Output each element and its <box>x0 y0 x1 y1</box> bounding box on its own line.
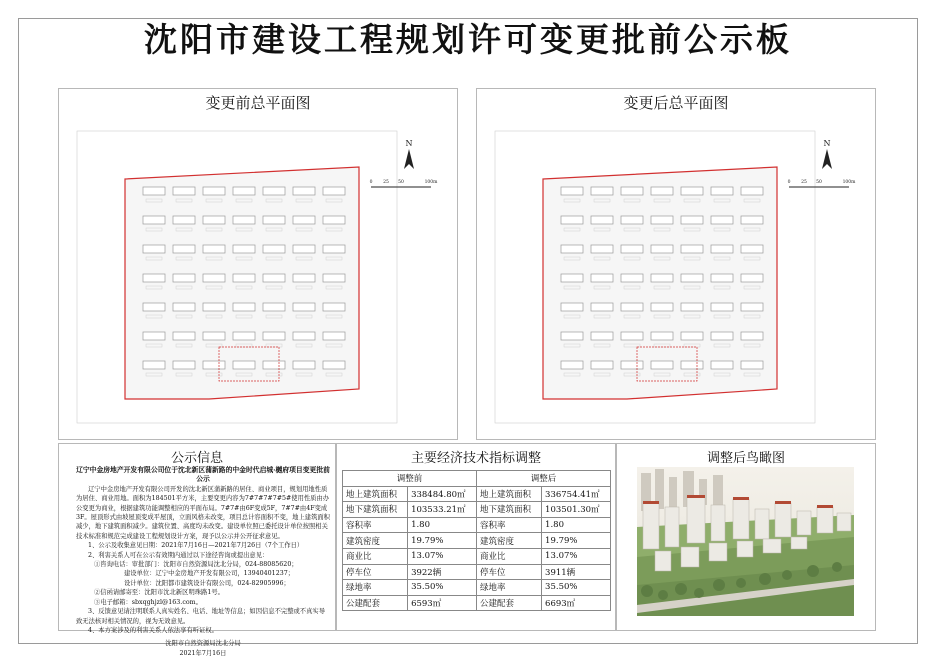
building <box>323 245 345 253</box>
building <box>203 303 225 311</box>
building <box>173 274 195 282</box>
building <box>323 332 345 340</box>
building <box>591 216 613 224</box>
building <box>591 274 613 282</box>
building <box>651 274 673 282</box>
building <box>651 361 673 369</box>
notice-contact-phone: ①咨询电话：审批部门：沈阳市自然资源局沈北分局，024-88085620； <box>94 561 298 569</box>
indicators-table <box>342 470 611 611</box>
building <box>591 332 613 340</box>
building <box>203 187 225 195</box>
building <box>233 245 255 253</box>
after-name-cell: 地下建筑面积 <box>476 502 541 518</box>
building <box>711 361 733 369</box>
north-arrow-icon <box>822 149 832 169</box>
after-value-cell: 13.07% <box>542 548 611 564</box>
notice-item-2: 2、利害关系人可在公示有效期内通过以下途径咨询或提出意见： <box>88 551 269 559</box>
building <box>173 332 195 340</box>
building <box>323 303 345 311</box>
table-row <box>343 486 611 502</box>
building <box>143 361 165 369</box>
building <box>621 361 643 369</box>
after-name-cell: 绿地率 <box>476 580 541 596</box>
notice-contact-builder: 建设单位：辽宁中金房地产开发有限公司，13940401237； <box>124 570 295 578</box>
building <box>621 187 643 195</box>
before-value-cell: 338484.80㎡ <box>408 486 477 502</box>
building <box>711 245 733 253</box>
building <box>293 274 315 282</box>
building <box>233 274 255 282</box>
scale-label: 50 <box>816 180 822 185</box>
after-name-cell: 地上建筑面积 <box>476 486 541 502</box>
building <box>263 187 285 195</box>
building <box>173 303 195 311</box>
building <box>741 361 763 369</box>
after-name-cell: 容积率 <box>476 517 541 533</box>
after-name-cell: 公建配套 <box>476 595 541 611</box>
before-value-cell: 19.79% <box>408 533 477 549</box>
before-name-cell: 建筑密度 <box>343 533 408 549</box>
north-label: N <box>823 139 831 148</box>
building <box>681 332 703 340</box>
building <box>233 332 255 340</box>
building <box>741 303 763 311</box>
table-row <box>343 502 611 518</box>
building <box>591 361 613 369</box>
building <box>323 216 345 224</box>
before-name-cell: 地上建筑面积 <box>343 486 408 502</box>
building <box>203 361 225 369</box>
building <box>561 216 583 224</box>
building <box>681 245 703 253</box>
building <box>323 274 345 282</box>
building <box>711 332 733 340</box>
building <box>293 187 315 195</box>
building <box>621 245 643 253</box>
notice-title: 公示信息 <box>170 451 223 466</box>
building <box>203 216 225 224</box>
notice-footer-date: 2021年7月16日 <box>179 649 227 657</box>
notice-item-3: 3、反馈意见请注明联系人真实姓名、电话、地址等信息；如因信息不完整或不真实导致无法核对相关情况的，视为无效意见。 <box>76 608 325 625</box>
building <box>651 187 673 195</box>
before-value-cell: 35.50% <box>408 580 477 596</box>
before-value-cell: 103533.21㎡ <box>408 502 477 518</box>
scale-label: 0 <box>369 180 373 185</box>
building <box>561 245 583 253</box>
notice-contact-designer: 设计单位：沈阳都市建筑设计有限公司，024-82905996； <box>124 579 290 587</box>
building <box>263 245 285 253</box>
building <box>681 274 703 282</box>
scale-label: 25 <box>383 180 389 185</box>
building <box>233 216 255 224</box>
aerial-title: 调整后鸟瞰图 <box>706 451 785 466</box>
before-name-cell: 停车位 <box>343 564 408 580</box>
building <box>293 216 315 224</box>
building <box>143 216 165 224</box>
board-title: 沈阳市建设工程规划许可变更批前公示板 <box>144 20 792 59</box>
before-name-cell: 公建配套 <box>343 595 408 611</box>
building <box>263 216 285 224</box>
before-name-cell: 地下建筑面积 <box>343 502 408 518</box>
building <box>711 303 733 311</box>
before-name-cell: 容积率 <box>343 517 408 533</box>
before-column-header: 调整前 <box>343 471 477 487</box>
building <box>621 303 643 311</box>
notice-item-4: 4、本方案涉及的利害关系人依法享有听证权。 <box>88 626 218 634</box>
building <box>293 245 315 253</box>
before-name-cell: 商业比 <box>343 548 408 564</box>
before-value-cell: 13.07% <box>408 548 477 564</box>
building <box>561 274 583 282</box>
notice-heading: 辽宁中金房地产开发有限公司位于沈北新区蒲新路的中金时代启城·樾府项目变更批前公示 <box>76 466 330 484</box>
after-value-cell: 1.80 <box>542 517 611 533</box>
building <box>741 245 763 253</box>
before-value-cell: 3922辆 <box>408 564 477 580</box>
notice-contact-mail: ②信函请邮寄至：沈阳市沈北新区明珠路1号。 <box>94 589 224 597</box>
building <box>293 303 315 311</box>
building <box>561 187 583 195</box>
after-name-cell: 停车位 <box>476 564 541 580</box>
building <box>143 245 165 253</box>
before-value-cell: 6593㎡ <box>408 595 477 611</box>
north-label: N <box>405 139 413 148</box>
building <box>591 245 613 253</box>
after-column-header: 调整后 <box>476 471 610 487</box>
building <box>233 187 255 195</box>
building <box>741 274 763 282</box>
before-name-cell: 绿地率 <box>343 580 408 596</box>
after-value-cell: 336754.41㎡ <box>542 486 611 502</box>
notice-paragraph: 辽宁中金房地产开发有限公司开发的沈北新区蒲新路的居住、商业项目，规划用地性质为居住、商业用地。面积为184501平方米，主要变更内容为7#7#7#7#5#使用性质由办公变更为商业，根据建筑功能调整相应的平面布局。7#7#由6F变成5F，7#7#由4F变成3F。屋顶形式由坡屋顶变成平屋顶，立面风格未改变，项目总计容面积不变，地上建筑面积减少，地下建筑面积减少。建筑位置、高度均未改变。建设单位照已委托设计单位按照相关技术标准和规范完成建设工程规划设计方案，现予以公示并公开征求意见。 <box>76 485 330 540</box>
scale-label: 25 <box>801 180 807 185</box>
building <box>293 332 315 340</box>
building <box>143 303 165 311</box>
building <box>651 216 673 224</box>
building <box>173 187 195 195</box>
building <box>681 187 703 195</box>
notice-body <box>76 466 330 658</box>
building <box>323 187 345 195</box>
after-value-cell: 103501.30㎡ <box>542 502 611 518</box>
after-value-cell: 19.79% <box>542 533 611 549</box>
building <box>203 332 225 340</box>
building <box>561 332 583 340</box>
table-row <box>343 533 611 549</box>
building <box>263 332 285 340</box>
table-row <box>343 548 611 564</box>
building <box>621 274 643 282</box>
table-row <box>343 580 611 596</box>
table-row <box>343 595 611 611</box>
building <box>173 245 195 253</box>
building <box>561 361 583 369</box>
scale-label: 50 <box>398 180 404 185</box>
plan-after-title: 变更后总平面图 <box>623 94 729 112</box>
after-value-cell: 6693㎡ <box>542 595 611 611</box>
table-row <box>343 517 611 533</box>
building <box>143 274 165 282</box>
building <box>263 274 285 282</box>
building <box>711 216 733 224</box>
notice-footer-org: 沈阳市自然资源局沈北分局 <box>165 640 241 648</box>
after-value-cell: 35.50% <box>542 580 611 596</box>
after-name-cell: 商业比 <box>476 548 541 564</box>
building <box>741 216 763 224</box>
building <box>323 361 345 369</box>
notice-contact-email: ③电子邮箱：sbxqghjzl@163.com。 <box>94 598 202 606</box>
building <box>711 187 733 195</box>
building <box>263 303 285 311</box>
after-value-cell: 3911辆 <box>542 564 611 580</box>
building <box>233 361 255 369</box>
building <box>591 187 613 195</box>
building <box>651 303 673 311</box>
building <box>711 274 733 282</box>
building <box>561 303 583 311</box>
plan-after-drawing <box>477 117 877 437</box>
building <box>143 187 165 195</box>
table-row <box>343 564 611 580</box>
aerial-rendering <box>637 467 854 616</box>
building <box>203 274 225 282</box>
table-header-row <box>343 471 611 487</box>
building <box>233 303 255 311</box>
notice-item-1: 1、公示及收集意见日期：2021年7月16日—2021年7月26日（7个工作日） <box>88 542 304 550</box>
building <box>651 245 673 253</box>
building <box>621 216 643 224</box>
scale-label: 0 <box>787 180 791 185</box>
plan-before-drawing <box>59 117 459 437</box>
building <box>741 187 763 195</box>
building <box>591 303 613 311</box>
building <box>173 361 195 369</box>
building <box>741 332 763 340</box>
building <box>681 216 703 224</box>
building <box>173 216 195 224</box>
before-value-cell: 1.80 <box>408 517 477 533</box>
building <box>681 303 703 311</box>
building <box>293 361 315 369</box>
building <box>143 332 165 340</box>
indicators-title: 主要经济技术指标调整 <box>410 451 541 466</box>
plan-before-title: 变更前总平面图 <box>205 94 311 112</box>
building <box>681 361 703 369</box>
aerial-image <box>637 467 854 616</box>
north-arrow-icon <box>404 149 414 169</box>
building <box>203 245 225 253</box>
scale-label: 100m <box>842 180 856 185</box>
plan-before-panel <box>58 88 458 440</box>
building <box>621 332 643 340</box>
scale-label: 100m <box>424 180 438 185</box>
building <box>651 332 673 340</box>
building <box>263 361 285 369</box>
plan-after-panel <box>476 88 876 440</box>
after-name-cell: 建筑密度 <box>476 533 541 549</box>
